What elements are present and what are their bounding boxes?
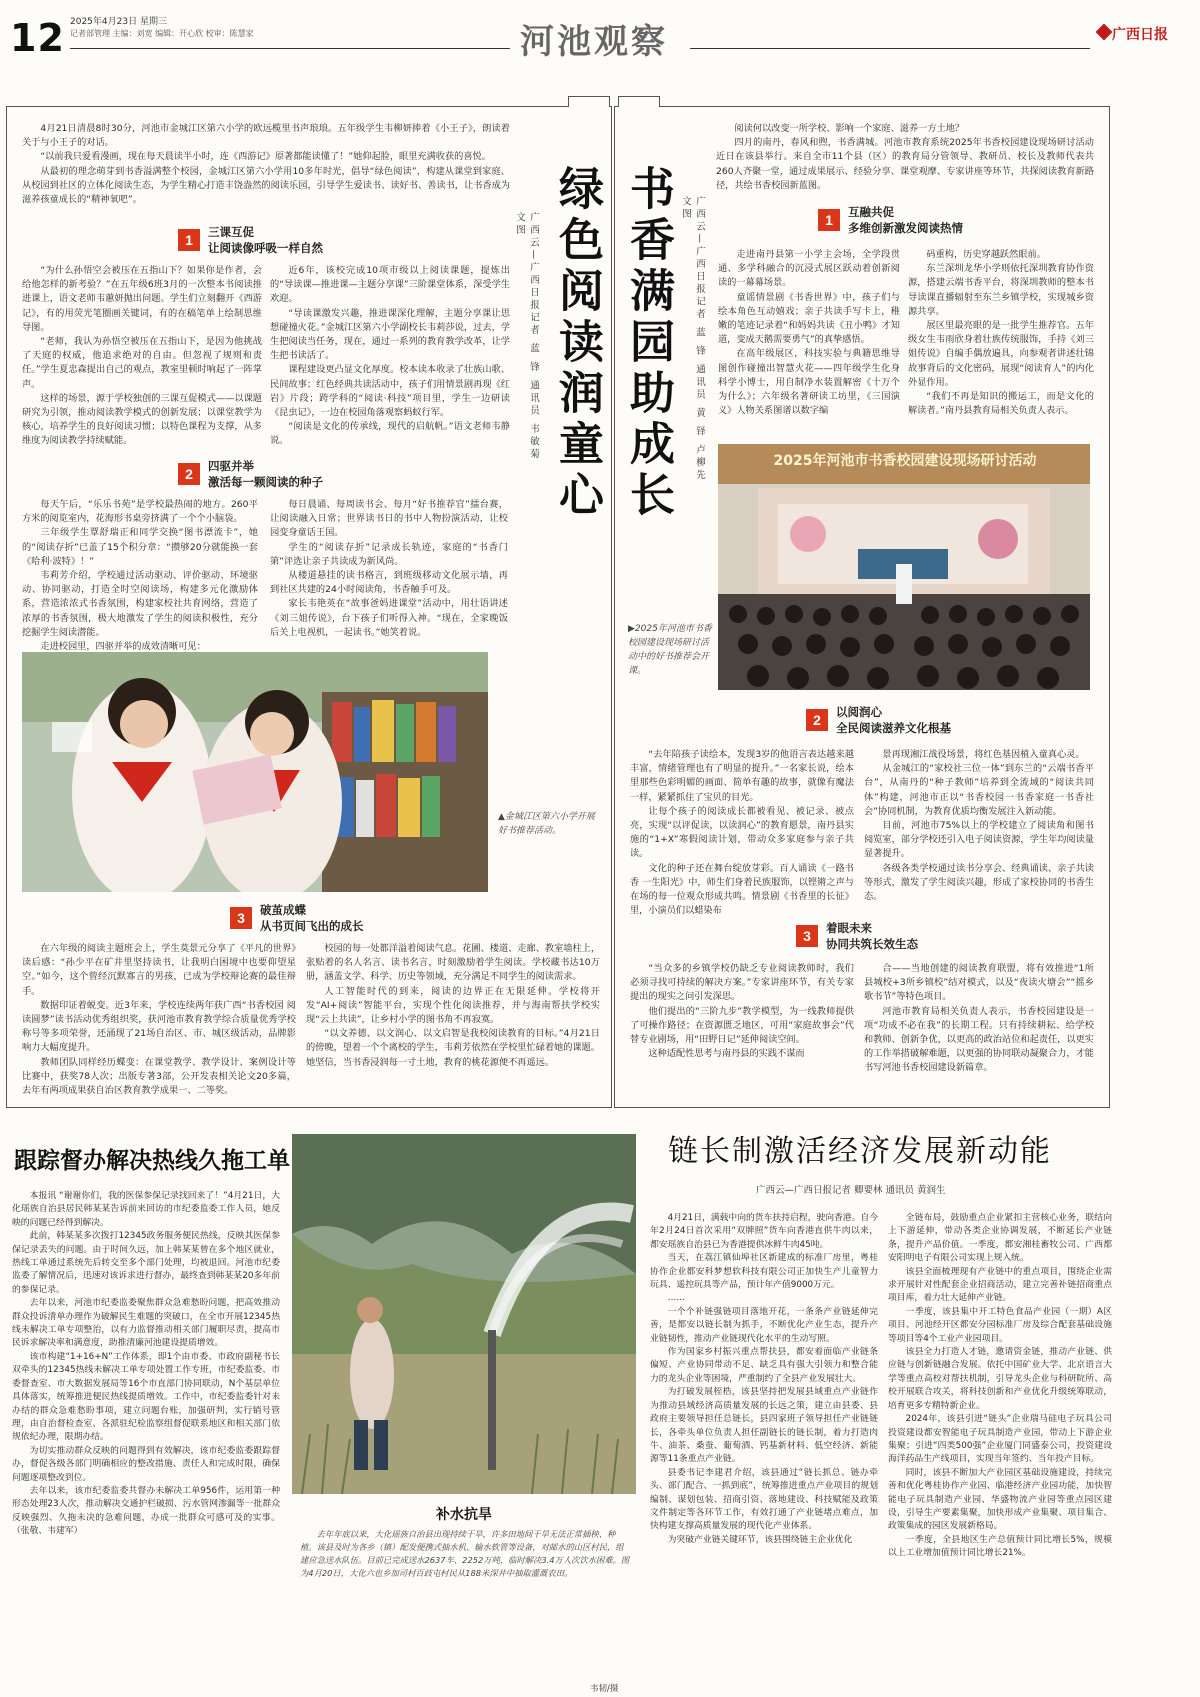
conference-photo <box>718 444 1090 690</box>
story3-byline: 广西云—广西日报记者 卿要林 通讯员 黄润生 <box>756 1185 946 1196</box>
header-rule-right <box>690 48 1090 49</box>
sec2-col2: 每日晨诵、每周读书会、每月“好书推荐官”擂台赛，让阅读融入日常；世界读书日的书中人物扮演活动，让校园变身童话王国。 学生的“阅读存折”记录成长轨迹，家庭的“书香门第”评选让亲子共读成为新风尚。 从楼道悬挂的读书格言，到班级移动文化展示墙，再到社区共建的24小时阅读角，书香触手可及。 家长韦艳英在“故事爸妈进课堂”活动中，用壮语讲述《刘三姐传说》，台下孩子们听得入神。“现在，全家晚饭后关上电视机，一起读书。”她笑着说。 <box>270 499 508 638</box>
sprinkler-photo-caption: 去年年底以来，大化瑶族自治县出现持续干旱，许多田地间干旱无法正常插秧、种植。该县及时为各乡（镇）配发便携式抽水机、输水软管等设备，对邮水的山区村民，组建应急送水队伍。目前已完成送水2637车、2252万吨，临时解决3.4万人次饮水困难。图为4月20日，大化六也乡加司村百歧屯村民从188米深井中抽取灌溉农田。 <box>300 1529 630 1578</box>
sprinkler-photo-credit: 韦韧/摄 <box>590 1684 619 1694</box>
sec1-col1: “为什么孙悟空会被压在五指山下？如果你是作者，会给他怎样的新考验？”在五年级6班3月的一次整本书阅读推进课上，语文老师韦蕙妍抛出问题。学生们立刻翻开《西游记》，有的用荧光笔圈画关键词，有的在稿笔单上绘制思维导图。 “老师，我认为孙悟空被压在五指山下，是因为他挑战了天庭的权威，他追求绝对的自由。但忽视了规则和责任。”学生夏忠森提出自己的观点，教室里顿时响起了一阵掌声。 这样的场景，源于学校独创的三课互促模式——以课题研究为引领，推动阅读教学模式的创新发展；以课堂教学为核心，培养学生的良好阅读习惯；以特色课程为支撑，从多维度为阅读教学持续赋能。 <box>22 265 262 447</box>
rsec2-col2: 景再现湘江战役场景，将红色基因植入童真心灵。 从金城江的“家校社三位一体”到东兰的“云端书香平台”，从南丹的“种子教师”培养到全流域的“阅读共同体”构建，河池市正以“书香校园一书香家庭一书香社会”协同机制，为教育优质均衡发展注入新动能。 目前，河池市75%以上的学校建立了阅读角和图书阅览室，部分学校还引入电子阅读资源，学生年均阅读量显著提升。 各级各类学校通过读书分享会、经典诵读、亲子共读等形式，激发了学生阅读兴趣，形成了家校协同的书香生态。 <box>864 749 1094 903</box>
box-notch-left <box>568 96 610 107</box>
feature-title-secondary: 绿色阅读润童心 <box>551 165 604 522</box>
story2-title: 跟踪督办解决热线久拖工单 <box>14 1147 290 1174</box>
rsec3-col1: “当众多的乡镇学校仍缺乏专业阅读教师时，我们必须寻找可持续的解决方案。”专家讲座环节，有关专家提出的现实之问引发深思。 他们提出的“三阶九步”教学模型，为一线教师提供了可操作路径；在资源匮乏地区，可用“家庭故事会”代替专业剧场，用“田野日记”延伸阅读空间。 这种适配性思考与南丹县的实践不谋而 <box>630 963 854 1060</box>
photo2-banner: 2025年河池市书香校园建设现场研讨活动 <box>773 453 1037 469</box>
story3-col2: 全链布局，鼓励重点企业紧扣主营核心业务，联结向上下游延伸，带动各类企业协调发展，不断延长产业链条，提升产品价值。一季度，都安湘桂畜牧公司、广西都安阳明电子有限公司实现上规入统。 该县全面梳理现有产业链中的重点项目，围绕企业需求开展针对性配套企业招商活动，建立完善补链招商重点项目库，着力壮大延伸产业链。 一季度，该县集中开工特色食品产业园（一期）A区项目、河池经开区都安分园标准厂房及综合配套基础设施等项目等4个工业产业园项目。 该县全力打造人才链，邀请资金链，推动产业链、供应链与创新链融合发展。依托中国矿业大学、北京语言大学等重点高校对帮扶机制，引导龙头企业与科研院所、高校开展联合攻关，将科技创新和产业优化升级统筹联动，培育更多专精特新企业。 2024年，该县引进“链头”企业瑞马硅电子玩具公司投资建设都安智能电子玩具制造产业园，带动上下游企业集聚；引进“四类500强”企业厦门同盛泰公司，投资建设海洋药品生产线项目，实现当年签约、当年投产目标。 同时，该县不断加大产业园区基础设施建设，持续完善和优化粤桂协作产业园、临港经济产业园功能，加快智能电子玩具制造产业园、华盛物流产业园等重点园区建设，引导生产要素集聚，加快形成产业集聚、项目集合、政策集成的园区发展新格局。 一季度，全县地区生产总值预计同比增长5%，规模以上工业增加值预计同比增长21%。 <box>888 1213 1112 1559</box>
subhead-number: 2 <box>806 709 828 731</box>
box-notch-right <box>618 96 660 107</box>
rsec2-col1: “去年陪孩子读绘本，发现3岁的他语言表达越来越丰富，情绪管理也有了明显的提升。”一名家长说，绘本里那些色彩明媚的画面、简单有趣的故事，就像有魔法一样，紧紧抓住了宝贝的目光。 让每个孩子的阅读成长都被看见、被记录、被点亮，实现“以评促读，以读润心”的教育愿景，南丹县实施的“1+X”寒假阅读计划，带动众多家庭参与亲子共读。 文化的种子还在舞台绽放芽彩。百人诵读《一路书香 一生阳光》中，师生们身着民族服饰，以铿锵之声与在场的每一位观众形成共鸣。情景剧《书香里的长征》里，小演员们以蜡染布 <box>630 749 854 917</box>
subhead-number: 1 <box>178 229 200 251</box>
byline-right: 广西云—广西日报记者 蓝 锋 通讯员 黄 铎 卢柳先 文图 <box>680 196 705 483</box>
sprinkler-photo-title: 补水抗旱 <box>436 1507 492 1523</box>
photo1-caption: ▲金城江区第六小学开展好书推荐活动。 <box>498 812 595 836</box>
rsec1-col2: 码重构，历史穿越跃然眼前。 东兰深圳龙华小学则依托深圳教育协作资源，搭建云端书香平台，将深圳教师的整本书导读课直播辐射至东兰乡镇学校，实现城乡资源共享。 展区里最亮眼的是一批学生推荐官。五年级女生韦雨欣身着壮族传统服饰，手持《刘三姐传说》自编手偶放遍具，向参观者讲述壮锦故事背后的文化密码，展现“阅读育人”的内化外显作用。 “我们不再是知识的搬运工，而是文化的解读者。”南丹县教育局相关负责人表示。 <box>908 249 1094 417</box>
sec3-col2: 校园的每一处都洋溢着阅读气息。花圃、楼道、走廊、教室墙柱上，张贴着的名人名言、读书名言，时刻激励着学生阅读。学校藏书达10万册，涵盖文学、科学、历史等领域，充分满足不同学生的阅读需求。 人工智能时代的到来，阅读的边界正在无限延伸。学校将开发“AI+阅读”智能平台，实现个性化阅读推荐，并与海南帮扶学校实现“云上共读”，让乡村小学的图书角不再寂寞。 “以文养德、以文润心、以文启智是我校阅读教育的目标。”4月21日的傍晚，望着一个个离校的学生，韦莉芳依然在学校里忙碌着她的课题。她坚信，当书香浸润每一寸土地，教育的桃花源便不再遥远。 <box>306 943 601 1068</box>
photo2-caption: ▶2025年河池市书香校园建设现场研讨活动中的好书推荐会开课。 <box>628 624 712 676</box>
story3-title: 链长制激活经济发展新动能 <box>668 1134 1052 1169</box>
header-rule-left <box>70 48 510 49</box>
subhead-number: 2 <box>178 463 200 485</box>
rsec3-col2: 合——当地创建的阅读教育联盟，将有效推进“1所县城校+3所乡镇校”结对模式，以及“夜读火塘会”“摇乡歌书节”等特色项目。 河池市教育局相关负责人表示，书香校园建设是一项“功成不必在我”的长期工程。只有持续耕耘、给学校和教师、创新争优，以更高的政治站位和起责任，以更实的工作举措破解难题，以更强的协同联动凝聚合力，才能书写河池书香校园建设新篇章。 <box>864 963 1094 1074</box>
issue-date: 2025年4月23日 星期三 <box>70 17 167 27</box>
subhead-number: 3 <box>796 925 818 947</box>
right-lead: 阅读何以改变一所学校、影响一个家庭、滋养一方土地？ 四月的南丹，春风和煦，书香满城。河池市教育系统2025年书香校园建设现场研讨活动近日在该县举行。来自全市11个县（区）的教育局分管领导、教研员、校长及教师代表共260人齐聚一堂，通过成果展示、经验分享、课堂观摩、专家讲座等环节，共探阅读教育新路径，共绘书香校园新蓝图。 <box>716 123 1094 191</box>
story3-col1: 4月21日，满载中向的货车扶持启程，驶向香港。自今年2月24日首次采用“双牌照”货车向香港直供牛肉以来，都安瑶族自治县已为香港提供冰鲜牛肉45吨。 当天，在荔江镇仙埠社区新建成的标准厂房里，粤桂协作企业都安科梦想软科技有限公司正加快生产儿童智力玩具、遥控玩具等产品，预计年产值9000万元。 …… 一个个补链强链项目落地开花，一条条产业链延伸完善，是都安以链长制为抓手，不断优化产业生态，提升产业链韧性，推动产业链现代化水平的生动写照。 作为国家乡村振兴重点帮扶县，都安着面临产业链条偏短、产业协同带动不足、缺乏具有强大引领力和整合能力的龙头企业等困境，严重制约了全县产业发展壮大。 为打破发展桎梏，该县坚持把发展县域重点产业链作为推动县域经济高质量发展的长远之策，建立由县委、县政府主要领导担任总链长，县四家班子领导担任产业链链长，各牵头单位负责人担任副链长的链长制，着力打造肉牛、油茶、桑蚕、葡萄酒、钙基新材料、低空经济、新能源等11条重点产业链。 县委书记李建君介绍，该县通过“链长抓总、链办牵头、部门配合、一抓到底”，统筹推进重点产业项目的规划编制、谋划包装、招商引资、落地建设、科技赋能及政策文件制定等各环节工作，有效打通了产业链堵点难点，加快构建支撑高质量发展的现代化产业体系。 为突破产业链关键环节，该县围绕链主企业优化 <box>650 1213 878 1545</box>
subhead-rsec2: 2 以阅润心 全民阅读滋养文化根基 <box>806 704 951 736</box>
story2-body: 本报讯 “谢谢你们，我的医保参保记录找回来了！”4月21日，大化瑶族自治县居民韩某某告诉前来回访的市纪委监委工作人员，她反映的问题已经得到解决。 此前，韩某某多次拨打12345政务服务便民热线，反映其医保参保记录丢失的问题。由于时间久远，加上韩某某曾在多个地区就业，热线工单通过系统先后转交至多个部门处理，均被退回。河池市纪委监委了解情况后，迅速对该诉求进行督办，最终查到韩某某20多年前的参保记录。 去年以来，河池市纪委监委聚焦群众急难愁盼问题，把高效推动群众投诉清单办理作为破解民生难题的突破口，在全市开展12345热线未解决工单专项整治，以有力监督推动相关部门履职尽责，提高市民诉求解决率和满意度，助推清廉河池建设提质增效。 该市构建“1+16+N”工作体系，即1个由市委、市政府副秘书长双牵头的12345热线未解决工单专项处置工作专班，市纪委监委、市委督查室、市大数据发展局等16个市直部门协同联动，N个基层单位具体落实，统筹推进便民热线提质增效。工作中，市纪委监委针对未办结的群众急难愁盼事项，建立问题台账，加强研判，实行销号管理，由自治督检查室、各派驻纪检监察组督促联系地区和相关部门依规依纪办理，限期办结。 为切实推动群众反映的问题得到有效解决，该市纪委监委跟踪督办，督促各级各部门明确相应的整改措施、责任人和完成时限，确保问题逐项整改到位。 去年以来，该市纪委监委共督办未解决工单956件，运用第一种形态处理23人次，推动解决交通护栏破损、污水管网渗漏等一批群众反映强烈、久拖未决的急难问题，办成一批群众可感可及的实事。（张敬、韦建军） <box>12 1191 280 1537</box>
feature-lead: 4月21日清晨8时30分，河池市金城江区第六小学的欧远榄里书声琅琅。五年级学生韦柳妍捧着《小王子》，朗读着关于与小王子的对话。 “以前我只爱看漫画，现在每天晨读半小时，连《西游记》原著都能读懂了！”她仰起脸，眼里充满收获的喜悦。 从最初的理念萌芽到书香溢满整个校园，金城江区第六小学用10多年时光，倡导“绿色阅读”，构建从课堂到家庭、从校园到社区的立体化阅读生态，为学生精心打造丰饶盎然的阅读乐园，引导学生爱读书、读好书、善读书，让书香成为滋养孩童成长的“精神氧吧”。 <box>22 123 510 206</box>
feature-title-main: 书香满园助成长 <box>622 165 675 522</box>
sec1-col2: 近6年，该校完成10项市级以上阅读课题，提炼出的“导读课—推进课—主题分享课”三阶课堂体系，深受学生欢迎。 “导读课激发兴趣，推进课深化理解，主题分享课让思想碰撞火花。”金城江区第六小学副校长韦莉莎说，过去，学生把阅读当任务，现在，通过一系列的教育教学改革，让学生把书读活了。 课程建设更凸显文化厚度。校本读本收录了壮族山歌、民间故事；红色经典共读活动中，孩子们用情景剧再现《红岩》片段；跨学科的“阅读·科技”项目里，学生一边研读《昆虫记》，一边在校园角落观察蚂蚁行军。 “阅读是文化的传承线，现代的启航帆。”语文老师韦静说。 <box>270 265 510 447</box>
subhead-sec2: 2 四驱并举 激活每一颗阅读的种子 <box>178 458 323 490</box>
subhead-sec3: 3 破茧成蝶 从书页间飞出的成长 <box>230 902 364 934</box>
editor-staff: 记者部管理 主编：刘宽 编辑：开心欣 校审：陈慧家 <box>70 29 254 38</box>
subhead-number: 3 <box>230 907 252 929</box>
page-number: 12 <box>10 16 65 60</box>
subhead-sec1: 1 三课互促 让阅读像呼吸一样自然 <box>178 224 323 256</box>
sec2-col1: 每天午后，“乐乐书苑”是学校最热闹的地方。260平方米的阅览室内，花海形书桌旁挤满了一个个小脑袋。 三年级学生覃舒瑞正和同学交换“图书漂流卡”，她的“阅读存折”已盖了15个积分章：“攒够20分就能换一套《哈利·波特》！” 韦莉芳介绍，学校通过活动驱动、评价驱动、环境驱动、协同驱动，打造全时空阅读场，构建多元化激励体系，营造浓浓式书香氛围，构建家校社共育网络，营造了浓厚的书香氛围，极大地激发了学生的阅读积极性，充分挖掘学生阅读潜能。 走进校园里，四驱并举的成效清晰可见： <box>22 499 258 653</box>
subhead-number: 1 <box>818 209 840 231</box>
section-title: 河池观察 <box>520 22 668 62</box>
byline-left: 广西云—广西日报记者 蓝 锋 通讯员 韦敏菊 文图 <box>514 212 539 462</box>
newspaper-name: 广西日报 <box>1112 27 1168 43</box>
sprinkler-photo <box>292 1134 636 1494</box>
students-reading-photo <box>22 652 488 892</box>
subhead-rsec1: 1 互融共促 多维创新激发阅读热情 <box>818 204 963 236</box>
subhead-rsec3: 3 着眼未来 协同共筑长效生态 <box>796 920 918 952</box>
rsec1-col1: 走进南丹县第一小学主会场，全学段贯通、多学科融合的沉浸式展区跃动着创新阅读的一幕幕场景。 童谣情景剧《书香世界》中，孩子们与绘本角色互动嬉戏；亲子共读手写卡上，稚嫩的笔迹记录着“和妈妈共读《丑小鸭》才知道，变成天鹅需要勇气”的真挚感悟。 在高年级展区，科技实验与典籍思维导图创作碰撞出智慧火花——四年级学生化身科学小博士，用自制净水装置解密《十万个为什么》；六年级名著研读工坊里，《三国演义》人物关系图谱以数字编 <box>718 249 900 417</box>
newspaper-logo-icon <box>1096 24 1113 41</box>
sec3-col1: 在六年级的阅读主题班会上，学生莫景元分享了《平凡的世界》读后感：“孙少平在矿井里坚持读书，让我明白困境中也要仰望星空。”如今，这个曾经沉默寡言的男孩，已成为学校辩论赛的最佳辩手。 数据印证着蜕变。近3年来，学校连续两年获广西“书香校园 阅读圆梦”读书活动优秀组织奖，获河池市教育教学综合质量优秀学校称号等多项荣誉，还涌现了21场自治区、市、城区级活动，品牌影响力大幅度提升。 教师团队同样经历蝶变：在课堂教学、教学设计、案例设计等比赛中，获奖78人次；出版专著3部，公开发表相关论文20多篇，去年有两项成果获自治区教育教学成果一、二等奖。 <box>22 943 296 1097</box>
